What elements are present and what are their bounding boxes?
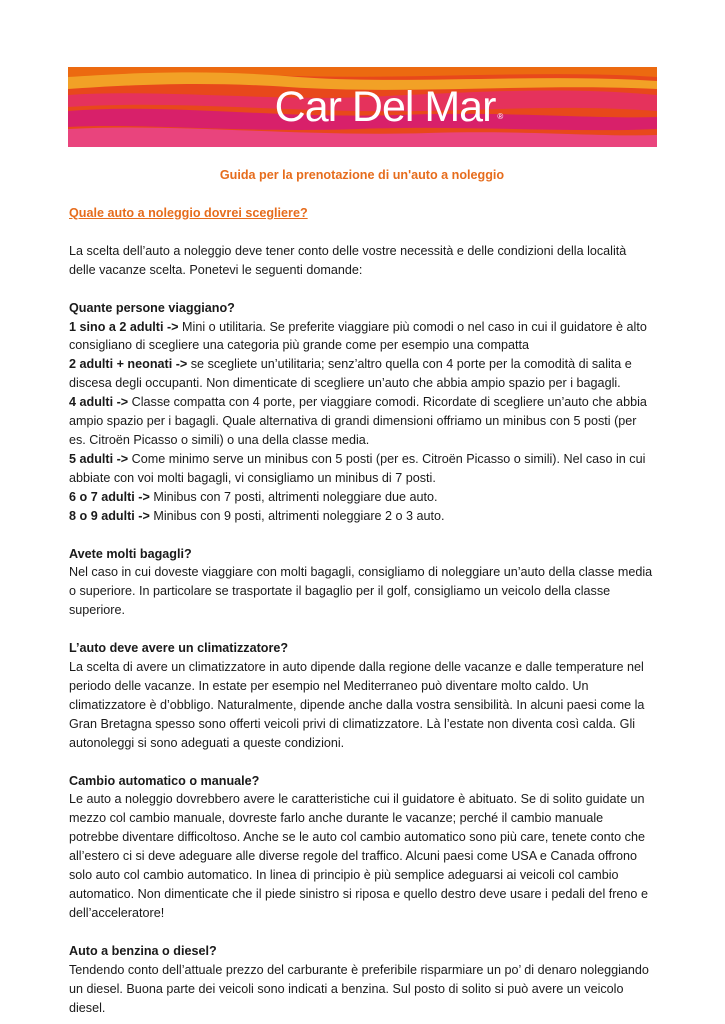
persons-item-label: 4 adulti -> xyxy=(69,395,129,410)
fuel-heading: Auto a benzina o diesel? xyxy=(69,943,217,958)
climate-section xyxy=(69,639,655,752)
climate-heading: L’auto deve avere un climatizzatore? xyxy=(69,641,289,656)
persons-item-text: Mini o utilitaria. Se preferite viaggiare più comodi o nel caso in cui il guidatore è alto consigliano di scegliere una categoria più grande come per esempio una compatta xyxy=(69,319,647,353)
header-banner xyxy=(68,67,657,147)
gearbox-heading: Cambio automatico o manuale? xyxy=(69,773,260,788)
persons-item-text: Classe compatta con 4 porte, per viaggiare comodi. Ricordate di scegliere un’auto che abbia ampio spazio per i bagagli. Quale alternativa di grandi dimensioni offriamo un minibus con 5 posti (per es. Citroën Picasso o simili) o una della classe media. xyxy=(69,395,647,447)
persons-item-label: 6 o 7 adulti -> xyxy=(69,489,150,504)
document-body xyxy=(69,166,655,1017)
fuel-section xyxy=(69,942,655,1018)
persons-item xyxy=(69,355,655,393)
climate-text: La scelta di avere un climatizzatore in auto dipende dalla regione delle vacanze e dalle temperature nel periodo delle vacanze. In estate per esempio nel Mediterraneo può diventare molto caldo. Un climatizzatore è d’obbligo. Naturalmente, dipende anche dalla vostra sensibilità. In alcuni paesi come la Gran Bretagna spesso sono offerti veicoli privi di climatizzatore. Là l’estate non diventa così calda. Gli autonoleggi si sono adeguati a queste condizioni. xyxy=(69,660,645,750)
gearbox-text: Le auto a noleggio dovrebbero avere le caratteristiche cui il guidatore è abituato. Se di solito guidate un mezzo col cambio manuale, dovreste farlo anche durante le vacanze; perché il cambio manuale potrebbe diventare difficoltoso. Anche se le auto col cambio automatico sono più care, tenete conto che all’estero ci si deve adeguare alle diverse regole del traffico. Alcuni paesi come USA e Canada offrono solo auto col cambio automatico. In linea di principio è più semplice adeguarsi ai veicoli col cambio automatico. Non dimenticate che il piede sinistro si riposa e quello destro deve usare i pedali del freno e dell’acceleratore! xyxy=(69,792,648,920)
luggage-section xyxy=(69,545,655,621)
persons-item xyxy=(69,318,655,356)
persons-item-text: se scegliete un’utilitaria; senz’altro quella con 4 porte per la comodità di salita e discesa degli occupanti. Non dimenticate di scegliere un’auto che abbia ampio spazio per i bagagli. xyxy=(69,357,632,391)
fuel-text: Tendendo conto dell’attuale prezzo del carburante è preferibile risparmiare un po’ di denaro noleggiando un diesel. Buona parte dei veicoli sono indicati a benzina. Sul posto di solito si può avere un veicolo diesel. xyxy=(69,962,649,1015)
persons-item-label: 2 adulti + neonati -> xyxy=(69,357,188,372)
persons-item xyxy=(69,507,655,526)
persons-heading: Quante persone viaggiano? xyxy=(69,300,235,315)
persons-item-label: 1 sino a 2 adulti -> xyxy=(69,319,179,334)
luggage-text: Nel caso in cui doveste viaggiare con molti bagagli, consigliamo di noleggiare un’auto della classe media o superiore. In particolare se trasportate il bagaglio per il golf, consigliamo un veicolo della classe superiore. xyxy=(69,565,653,618)
luggage-heading: Avete molti bagagli? xyxy=(69,546,192,561)
gearbox-section xyxy=(69,772,655,923)
intro-paragraph: La scelta dell’auto a noleggio deve tener conto delle vostre necessità e delle condizioni della località delle vacanze scelta. Ponetevi le seguenti domande: xyxy=(69,243,627,277)
logo-text: Car Del Mar xyxy=(274,82,496,131)
section-question: Quale auto a noleggio dovrei scegliere? xyxy=(69,205,308,220)
persons-item-text: Come minimo serve un minibus con 5 posti (per es. Citroën Picasso o simili). Nel caso in cui abbiate con voi molti bagagli, vi consigliamo un minibus di 7 posti. xyxy=(69,451,646,485)
persons-item xyxy=(69,488,655,507)
document-title: Guida per la prenotazione di un'auto a noleggio xyxy=(219,168,505,182)
persons-item-text: Minibus con 7 posti, altrimenti noleggiare due auto. xyxy=(149,489,438,504)
persons-section xyxy=(69,299,655,526)
persons-item-label: 5 adulti -> xyxy=(69,451,129,466)
persons-item xyxy=(69,393,655,450)
logo xyxy=(68,67,657,147)
persons-item-text: Minibus con 9 posti, altrimenti noleggiare 2 o 3 auto. xyxy=(149,508,445,523)
registered-mark: ® xyxy=(497,111,503,121)
persons-item xyxy=(69,450,655,488)
persons-item-label: 8 o 9 adulti -> xyxy=(69,508,150,523)
